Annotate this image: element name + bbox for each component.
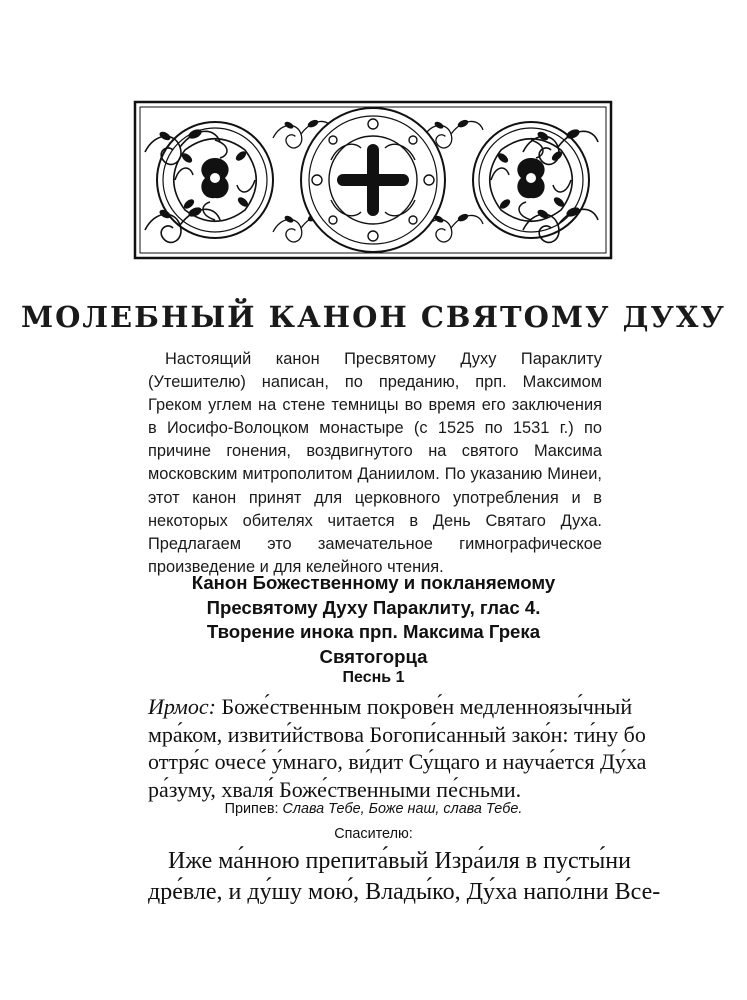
canon-heading-line: Творение инока прп. Максима Грека [206, 621, 541, 642]
intro-text: Настоящий канон Пресвятому Духу Параклиту (Утешителю) написан, по преданию, прп. Максимом Греком углем на стене темницы во время его заключения в Иосифо-Волоцком монастыре (с 1525 по 1531 г.) по причине гонения, воздвигнутого на святого Максима московским митрополитом Даниилом. По указанию Минеи, этот канон принят для церковного употребления и в некоторых обителях читается в День Святаго Духа. Предлагаем это замечательное гимнографическое произведение и для келейного чтения. [148, 350, 602, 576]
canon-heading [120, 571, 627, 669]
refrain [0, 801, 747, 817]
irmos-text: Боже́ственным покрове́н медленноязы́чный [215, 694, 633, 719]
troparion-line: Иже ма́нною препита́вый Изра́иля в пусты́ни [168, 848, 631, 874]
canon-heading-line: Святогорца [319, 645, 428, 667]
refrain-addressee: Спасителю: [334, 826, 413, 842]
irmos-label: Ирмос: [148, 694, 216, 719]
intro-paragraph [148, 348, 602, 579]
troparion-line: дре́вле, и ду́шу мою́, Влады́ко, Ду́ха напо́лни Все- [148, 879, 661, 905]
troparion [148, 846, 661, 908]
irmos-line: мра́ком, извити́йствова Богопи́санный зако́н: ти́ну бо [148, 721, 646, 747]
irmos-line [148, 693, 633, 721]
ornamental-headpiece [133, 100, 613, 260]
refrain-label: Припев: [224, 801, 279, 817]
irmos-line: оттря́с очесе́ у́мнаго, ви́дит Су́щаго и науча́ется Ду́ха [148, 749, 647, 774]
irmos-line: ра́зуму, хваля́ Боже́ственными пе́сньми. [148, 776, 522, 802]
canon-heading-line: Канон Божественному и покланяемому [191, 572, 556, 593]
refrain-text: Слава Тебе, Боже наш, слава Тебе. [278, 801, 523, 817]
canon-heading-line: Пресвятому Духу Параклиту, глас 4. [206, 596, 541, 618]
irmos [148, 693, 647, 803]
page-title: МОЛЕБНЫЙ КАНОН СВЯТОМУ ДУХУ [21, 300, 726, 334]
song-title: Песнь 1 [342, 669, 405, 686]
